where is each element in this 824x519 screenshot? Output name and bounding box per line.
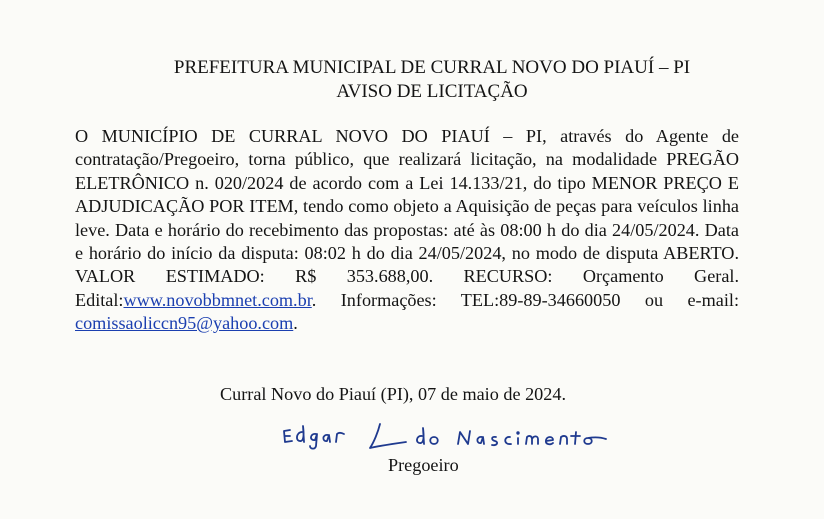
notice-text-main: O MUNICÍPIO DE CURRAL NOVO DO PIAUÍ – PI, através do Agente de contratação/Pregoeiro, torna público, que realizará licitação, na modalidade PREGÃO ELETRÔNICO n. 020/2024 de acordo com a Lei 14.133/21, do tipo MENOR PREÇO E ADJUDICAÇÃO POR ITEM, tendo como objeto a Aquisição de peças para veículos linha leve. Data e horário do recebimento das propostas: até às 08:00 h do dia 24/05/2024. Data e horário do início da disputa: 08:02 h do dia 24/05/2024, no modo de disputa ABERTO. VALOR ESTIMADO: R$ 353.688,00. RECURSO: Orçamento Geral. Edital: [75,126,739,310]
signer-role: Pregoeiro [388,455,459,475]
email-link[interactable]: comissaoliccn95@yahoo.com [75,313,294,334]
edital-website-link[interactable]: www.novobbmnet.com.br [123,289,312,310]
contact-text: . Informações: TEL:89-89-34660050 ou e-mail: [311,289,739,310]
notice-body [75,125,739,336]
notice-paragraph [75,125,739,336]
document-header [0,56,824,104]
notice-text-end: . [293,313,298,334]
municipality-title: PREFEITURA MUNICIPAL DE CURRAL NOVO DO PIAUÍ – PI [173,57,691,78]
place-date-line: Curral Novo do Piauí (PI), 07 de maio de 2024. [220,384,567,404]
handwritten-signature [282,418,622,458]
notice-title: AVISO DE LICITAÇÃO [336,81,528,102]
